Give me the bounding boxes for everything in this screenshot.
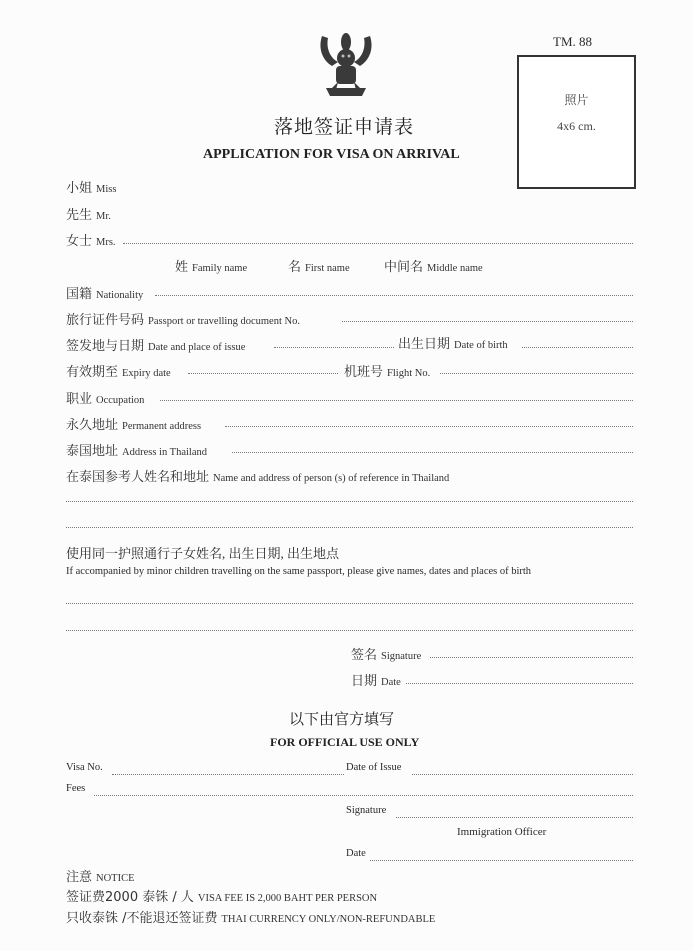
official-date-field[interactable] [370, 860, 633, 861]
address-thailand-label: 泰国地址 Address in Thailand [66, 444, 207, 459]
official-title-cn: 以下由官方填写 [289, 710, 395, 728]
official-title-en: FOR OFFICIAL USE ONLY [270, 735, 420, 749]
visa-no-field[interactable] [112, 774, 344, 775]
name-part-middle: 中间名 Middle name [384, 260, 483, 275]
photo-label: 照片 [564, 93, 589, 107]
applicant-date-label: 日期 Date [351, 674, 401, 689]
applicant-signature-field[interactable] [430, 657, 633, 658]
reference-field-line-2[interactable] [66, 527, 633, 528]
passport-label: 旅行证件号码 Passport or travelling document No. [66, 313, 300, 328]
notice-fee: 签证费2000 泰铢 / 人 VISA FEE IS 2,000 BAHT PER PERSON [66, 890, 378, 905]
reference-field-line-1[interactable] [66, 501, 633, 502]
photo-size: 4x6 cm. [557, 119, 596, 133]
photo-box [517, 55, 636, 189]
applicant-signature-label: 签名 Signature [351, 648, 422, 663]
applicant-date-field[interactable] [406, 683, 633, 684]
nationality-field[interactable] [155, 295, 633, 296]
visa-no-label: Visa No. [66, 762, 103, 773]
flight-field[interactable] [440, 373, 633, 374]
name-part-family: 姓 Family name [175, 260, 248, 275]
official-signature-label: Signature [346, 805, 387, 816]
children-label-en: If accompanied by minor children travelling on the same passport, please give names, dates and places of birth [66, 566, 532, 577]
title-mrs[interactable]: 女士 Mrs. [66, 234, 116, 249]
children-field-line-2[interactable] [66, 630, 633, 631]
notice-currency: 只收泰铢 /不能退还签证费 THAI CURRENCY ONLY/NON-REFUNDABLE [66, 911, 436, 926]
permanent-address-field[interactable] [225, 426, 633, 427]
fees-label: Fees [66, 783, 86, 794]
children-field-line-1[interactable] [66, 603, 633, 604]
permanent-address-label: 永久地址 Permanent address [66, 418, 202, 433]
passport-field[interactable] [342, 321, 633, 322]
official-signature-field[interactable] [396, 817, 633, 818]
notice-title: 注意 NOTICE [66, 870, 135, 885]
title-miss[interactable]: 小姐 Miss [66, 181, 117, 196]
expiry-label: 有效期至 Expiry date [66, 365, 171, 380]
official-date-label: Date [346, 848, 366, 859]
name-field-line[interactable] [123, 243, 633, 244]
name-part-first: 名 First name [288, 260, 350, 275]
garuda-emblem-icon [316, 28, 376, 100]
reference-label: 在泰国参考人姓名和地址 Name and address of person (s) of reference in Thailand [66, 470, 450, 485]
form-title-cn: 落地签证申请表 [274, 116, 415, 138]
title-mr[interactable]: 先生 Mr. [66, 208, 111, 223]
dob-label: 出生日期 Date of birth [398, 337, 508, 352]
issue-field[interactable] [274, 347, 394, 348]
occupation-label: 职业 Occupation [66, 392, 145, 407]
address-thailand-field[interactable] [232, 452, 633, 453]
occupation-field[interactable] [160, 400, 633, 401]
flight-label: 机班号 Flight No. [344, 365, 431, 380]
form-code: TM. 88 [553, 34, 592, 49]
date-of-issue-field[interactable] [412, 774, 633, 775]
issue-label: 签发地与日期 Date and place of issue [66, 339, 246, 354]
immigration-officer-label: Immigration Officer [457, 826, 547, 838]
children-label-cn: 使用同一护照通行子女姓名, 出生日期, 出生地点 [66, 546, 340, 561]
dob-field[interactable] [522, 347, 633, 348]
form-title-en: APPLICATION FOR VISA ON ARRIVAL [203, 147, 460, 162]
nationality-label: 国籍 Nationality [66, 287, 144, 302]
date-of-issue-label: Date of Issue [346, 762, 402, 773]
fees-field[interactable] [94, 795, 633, 796]
expiry-field[interactable] [188, 373, 338, 374]
